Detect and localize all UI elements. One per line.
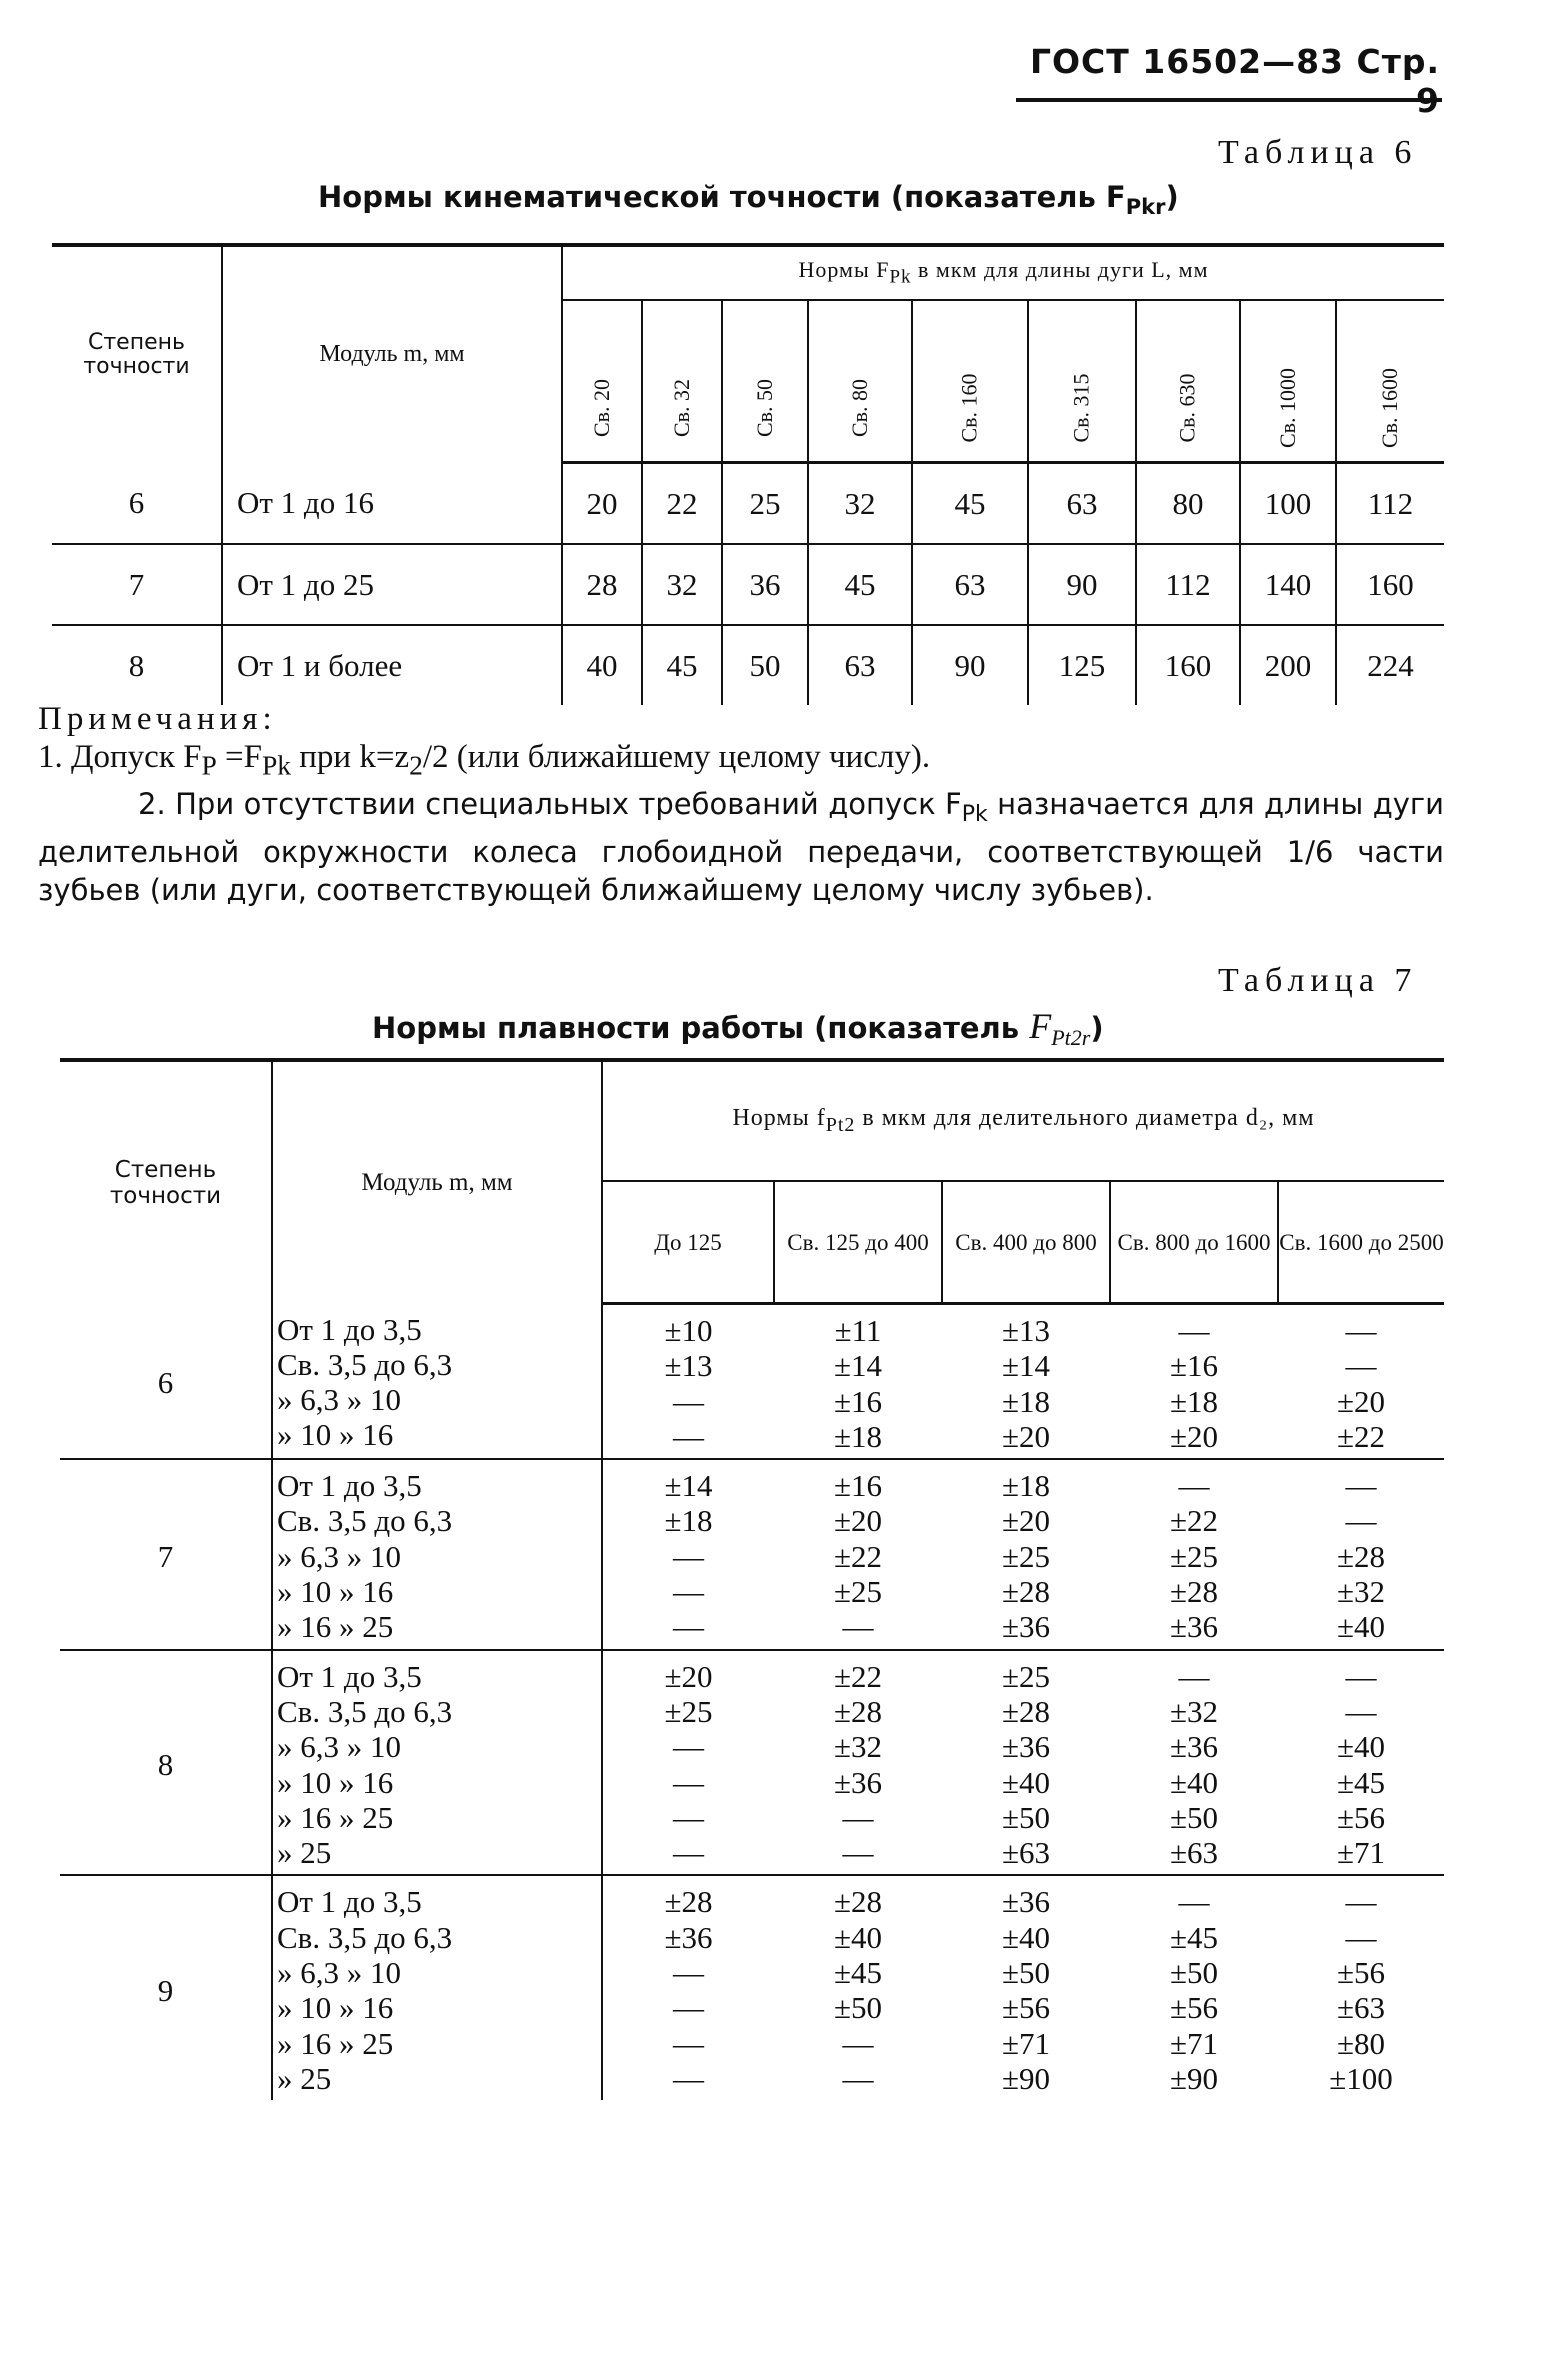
table6-value: 200	[1240, 625, 1336, 705]
table7-value-column	[1278, 1650, 1444, 1876]
table7-value-column	[602, 1304, 774, 1460]
table7-value: ±63	[1169, 1835, 1218, 1871]
table7-value-column	[942, 1650, 1110, 1876]
notes-title: Примечания:	[38, 701, 277, 737]
table7-module: » 6,3 » 10	[277, 1538, 401, 1574]
table6-length-header	[562, 300, 642, 463]
table6-value: 63	[1028, 463, 1136, 545]
table7-module: Св. 3,5 до 6,3	[277, 1503, 453, 1539]
table7-diameter-header: Св. 1600 до 2500	[1278, 1181, 1444, 1304]
table6-value: 100	[1240, 463, 1336, 545]
table7-value: ±22	[1336, 1418, 1385, 1454]
table7-module-list	[272, 1875, 602, 2100]
table7-module: От 1 до 3,5	[277, 1468, 422, 1504]
table6-value: 224	[1367, 647, 1414, 683]
table7-value: ±28	[1169, 1574, 1218, 1610]
table6-value: 45	[912, 463, 1028, 545]
table6-row	[52, 463, 1444, 545]
table7-value-column	[774, 1650, 942, 1876]
table6-title: Нормы кинематической точности (показатель $F_{Pkr}$)	[318, 180, 1179, 219]
table7-value: ±50	[833, 1990, 882, 2026]
table7-module: » 10 » 16	[277, 1990, 394, 2026]
table6	[52, 243, 1444, 705]
table7-value: —	[673, 1835, 704, 1871]
table7-value: —	[1178, 1313, 1210, 1348]
table6-caption: Таблица 6	[1218, 134, 1418, 171]
table7-value: ±28	[1001, 1693, 1050, 1729]
table7-col-step: Степень точности	[60, 1060, 272, 1304]
table6-value: 160	[1336, 544, 1444, 625]
table7-value: —	[1345, 1503, 1377, 1539]
table7-value-column	[1110, 1304, 1278, 1460]
table7-col-module: Модуль m, мм	[272, 1060, 602, 1304]
table7-value: —	[673, 1418, 704, 1454]
table7-value: ±36	[1001, 1729, 1050, 1765]
table7-value: ±36	[1001, 1884, 1050, 1920]
table6-step: 7	[52, 544, 222, 625]
table7-module: » 25	[277, 1835, 332, 1871]
table6-value: 45	[808, 544, 912, 625]
table6-module: От 1 и более	[222, 625, 562, 705]
table7-value: —	[673, 1383, 704, 1419]
table6-length-header	[642, 300, 722, 463]
table7-value: ±32	[1169, 1693, 1218, 1729]
table7-module: » 10 » 16	[277, 1417, 394, 1453]
table7-step: 6	[60, 1304, 272, 1460]
table7-value: —	[1178, 1884, 1210, 1920]
table7-value-column	[1110, 1875, 1278, 2100]
table6-length-header	[1028, 300, 1136, 463]
table7-value: ±11	[834, 1313, 882, 1348]
table7-value: ±25	[664, 1693, 713, 1729]
table7-module: Св. 3,5 до 6,3	[277, 1919, 453, 1955]
table7-value: ±14	[664, 1468, 713, 1504]
table7-value-column	[602, 1875, 774, 2100]
table7-value: —	[1345, 1313, 1377, 1348]
table7-value: ±16	[1169, 1348, 1218, 1384]
table6-length-header	[912, 300, 1028, 463]
table6-value: 25	[722, 463, 808, 545]
table7-value: ±20	[833, 1503, 882, 1539]
table7-value: ±13	[664, 1348, 713, 1384]
table7-col-norms: Нормы $f_{Pt2}$ в мкм для делительного диаметра d₂, мм	[602, 1060, 1444, 1181]
table7-diameter-header: Св. 125 до 400	[774, 1181, 942, 1304]
table7-value: ±80	[1336, 2025, 1385, 2061]
table7-value: ±36	[833, 1764, 882, 1800]
table7-value: ±22	[833, 1658, 882, 1694]
table6-value: 80	[1136, 463, 1240, 545]
table7-value: ±100	[1329, 2060, 1393, 2096]
table6-value: 50	[722, 625, 808, 705]
table6-value: 160	[1136, 625, 1240, 705]
table7-value: —	[842, 1609, 874, 1645]
table6-length-header	[808, 300, 912, 463]
table7-value: ±28	[833, 1693, 882, 1729]
page-header: ГОСТ 16502—83 Стр.	[1029, 42, 1440, 81]
table7-value: ±63	[1336, 1990, 1385, 2026]
table6-length-label: Св. 1000	[1275, 367, 1300, 449]
table6-value: 45	[642, 625, 722, 705]
table7-value: ±14	[833, 1348, 882, 1384]
table6-col-norms: Нормы $F_{Pk}$ в мкм для длины дуги L, мм	[562, 245, 1444, 300]
table7-value: —	[673, 2060, 704, 2096]
table6-value: 40	[562, 625, 642, 705]
table7-value: ±28	[833, 1884, 882, 1920]
table7-step: 9	[60, 1875, 272, 2100]
table7-value-column	[1278, 1459, 1444, 1649]
table7-value: ±45	[833, 1955, 882, 1991]
table7-value: ±50	[1001, 1955, 1050, 1991]
table7	[60, 1058, 1444, 2100]
table7-value-column	[1110, 1459, 1278, 1649]
table7-value: ±28	[1001, 1574, 1050, 1610]
table6-step: 8	[52, 625, 222, 705]
table7-value: —	[1345, 1348, 1377, 1384]
table7-value: ±56	[1169, 1990, 1218, 2026]
table7-value: —	[1345, 1884, 1377, 1920]
table7-value: ±10	[664, 1313, 713, 1348]
table6-length-label: Св. 160	[957, 373, 982, 443]
table7-value: ±90	[1169, 2060, 1218, 2096]
table7-diameter-header: Св. 400 до 800	[942, 1181, 1110, 1304]
table6-step: 6	[52, 463, 222, 545]
table7-value: ±16	[833, 1383, 882, 1419]
table7-value: —	[842, 1799, 874, 1835]
table7-value: ±28	[1336, 1538, 1385, 1574]
table7-module: От 1 до 3,5	[277, 1658, 422, 1694]
table6-value: 36	[722, 544, 808, 625]
table7-value-column	[1278, 1304, 1444, 1460]
table7-value-column	[1110, 1650, 1278, 1876]
table6-row	[52, 544, 1444, 625]
table7-module: » 25	[277, 2060, 332, 2096]
header-rule	[1016, 98, 1442, 102]
table7-value: ±36	[664, 1919, 713, 1955]
table6-value: 28	[562, 544, 642, 625]
table6-row	[52, 625, 1444, 705]
table7-value: ±36	[1169, 1609, 1218, 1645]
note-2: 2. При отсутствии специальных требований допуск $F_{Pk}$ назначается для длины дуги делительной окружности колеса глобоидной передачи, соответствующей 1/6 части зубьев (или дуги, соответствующей ближайшему целому числу зубьев).	[38, 786, 1444, 908]
table7-value: ±32	[1336, 1574, 1385, 1610]
table7-value: ±13	[1001, 1313, 1050, 1348]
table6-value: 112	[1136, 544, 1240, 625]
table7-value: ±25	[1001, 1538, 1050, 1574]
table7-value: ±90	[1001, 2060, 1050, 2096]
table7-module: От 1 до 3,5	[277, 1884, 422, 1920]
table7-value: —	[1178, 1468, 1210, 1504]
table7-value: —	[673, 2025, 704, 2061]
table7-value-column	[1278, 1875, 1444, 2100]
table7-value: ±40	[1169, 1764, 1218, 1800]
table7-value: ±50	[1001, 1799, 1050, 1835]
table7-value-column	[942, 1304, 1110, 1460]
table7-module: Св. 3,5 до 6,3	[277, 1346, 453, 1382]
table7-value: ±40	[1001, 1764, 1050, 1800]
table7-group-row	[60, 1459, 1444, 1649]
table7-value: —	[842, 1835, 874, 1871]
table6-value: 32	[808, 463, 912, 545]
table7-module: » 10 » 16	[277, 1764, 394, 1800]
table7-value-column	[774, 1875, 942, 2100]
table6-length-label: Св. 50	[752, 378, 777, 438]
table7-value: —	[673, 1990, 704, 2026]
table7-step: 8	[60, 1650, 272, 1876]
table7-module: » 10 » 16	[277, 1574, 394, 1610]
table7-diameter-header: Св. 800 до 1600	[1110, 1181, 1278, 1304]
table7-value-column	[774, 1304, 942, 1460]
table7-value: ±25	[1169, 1538, 1218, 1574]
table7-value: —	[842, 2025, 874, 2061]
table7-value: ±16	[833, 1468, 882, 1504]
table7-value: ±50	[1169, 1799, 1218, 1835]
table7-module: » 16 » 25	[277, 1799, 394, 1835]
table6-length-label: Св. 1600	[1377, 367, 1403, 449]
table7-module: » 6,3 » 10	[277, 1382, 401, 1418]
table6-length-label: Св. 20	[589, 378, 614, 438]
table7-value: —	[842, 2060, 874, 2096]
table7-module: » 6,3 » 10	[277, 1955, 401, 1991]
table7-value: ±40	[1336, 1729, 1385, 1765]
table7-value: ±40	[1001, 1919, 1050, 1955]
table6-value: 20	[562, 463, 642, 545]
table7-value: ±71	[1169, 2025, 1218, 2061]
table7-diameter-header: До 125	[602, 1181, 774, 1304]
table7-value-column	[942, 1459, 1110, 1649]
table7-value: ±20	[1001, 1503, 1050, 1539]
table7-value: ±25	[833, 1574, 882, 1610]
table7-value: ±18	[1169, 1383, 1218, 1419]
table7-module: » 16 » 25	[277, 2025, 394, 2061]
table7-value: ±18	[1001, 1468, 1050, 1504]
table6-value: 63	[808, 625, 912, 705]
table7-value: ±45	[1169, 1919, 1218, 1955]
table7-value: ±28	[664, 1884, 713, 1920]
table7-value-column	[774, 1459, 942, 1649]
table6-col-step: Степень точности	[52, 245, 222, 463]
table7-value: —	[673, 1538, 704, 1574]
table6-value: 32	[642, 544, 722, 625]
table7-value: —	[1178, 1658, 1210, 1694]
notes	[38, 700, 1444, 909]
table7-value: ±71	[1001, 2025, 1050, 2061]
table6-length-header	[1136, 300, 1240, 463]
table7-value: —	[673, 1764, 704, 1800]
table7-value-column	[602, 1650, 774, 1876]
table6-value: 140	[1240, 544, 1336, 625]
table7-value: ±40	[833, 1919, 882, 1955]
table7-value: —	[673, 1574, 704, 1610]
table7-module-list	[272, 1459, 602, 1649]
table7-value: —	[673, 1729, 704, 1765]
table7-module: » 16 » 25	[277, 1609, 394, 1645]
table7-group-row	[60, 1875, 1444, 2100]
table7-value: ±56	[1336, 1955, 1385, 1991]
table7-module: Св. 3,5 до 6,3	[277, 1693, 453, 1729]
table7-module: От 1 до 3,5	[277, 1311, 422, 1347]
table6-value: 90	[1028, 544, 1136, 625]
table6-value: 22	[642, 463, 722, 545]
table7-value: ±20	[1001, 1418, 1050, 1454]
table6-value: 63	[912, 544, 1028, 625]
table7-caption: Таблица 7	[1218, 962, 1418, 999]
table6-value: 125	[1028, 625, 1136, 705]
table7-value: ±20	[1169, 1418, 1218, 1454]
table7-value: ±40	[1336, 1609, 1385, 1645]
table7-value: ±71	[1336, 1835, 1385, 1871]
table7-module-list	[272, 1650, 602, 1876]
table6-col-module: Модуль m, мм	[222, 245, 562, 463]
table7-value: ±36	[1169, 1729, 1218, 1765]
table7-value: —	[673, 1799, 704, 1835]
table7-value: ±22	[833, 1538, 882, 1574]
table7-value: ±36	[1001, 1609, 1050, 1645]
table7-value: —	[1345, 1693, 1377, 1729]
note-1: 1. Допуск $F_P =F_{Pk}$ при $k=z_2/2$ (или ближайшему целому числу).	[38, 739, 931, 781]
table7-value: —	[673, 1609, 704, 1645]
table7-value: —	[1345, 1919, 1377, 1955]
table7-value-column	[942, 1875, 1110, 2100]
table6-length-header	[1336, 300, 1444, 463]
table7-step: 7	[60, 1459, 272, 1649]
table6-length-label: Св. 630	[1175, 373, 1200, 443]
table7-group-row	[60, 1304, 1444, 1460]
table7-value: ±20	[664, 1658, 713, 1694]
table7-value: ±18	[664, 1503, 713, 1539]
table6-module: От 1 до 16	[222, 463, 562, 545]
table6-length-label: Св. 315	[1069, 373, 1094, 443]
table6-value: 112	[1336, 463, 1444, 545]
table7-value: ±32	[833, 1729, 882, 1765]
table7-value: ±63	[1001, 1835, 1050, 1871]
table6-length-label: Св. 32	[669, 378, 694, 438]
table7-value: ±14	[1001, 1348, 1050, 1384]
table7-module: » 6,3 » 10	[277, 1729, 401, 1765]
table7-value: ±56	[1001, 1990, 1050, 2026]
table6-value: 90	[912, 625, 1028, 705]
table7-group-row	[60, 1650, 1444, 1876]
table7-value: ±18	[833, 1418, 882, 1454]
table6-length-header	[722, 300, 808, 463]
table6-module: От 1 до 25	[222, 544, 562, 625]
table7-value: ±50	[1169, 1955, 1218, 1991]
table7-value: ±56	[1336, 1799, 1385, 1835]
table7-value: ±25	[1001, 1658, 1050, 1694]
table7-title: Нормы плавности работы (показатель $F_{Pt2r}$)	[372, 1006, 1104, 1050]
table7-value: ±20	[1336, 1383, 1385, 1419]
table7-value: ±22	[1169, 1503, 1218, 1539]
table7-value: —	[1345, 1658, 1377, 1694]
table7-value: —	[1345, 1468, 1377, 1504]
table7-value: —	[673, 1955, 704, 1991]
table6-length-header	[1240, 300, 1336, 463]
table7-module-list	[272, 1304, 602, 1460]
table6-length-label: Св. 80	[847, 378, 872, 438]
table7-value-column	[602, 1459, 774, 1649]
table7-value: ±18	[1001, 1383, 1050, 1419]
table7-value: ±45	[1336, 1764, 1385, 1800]
